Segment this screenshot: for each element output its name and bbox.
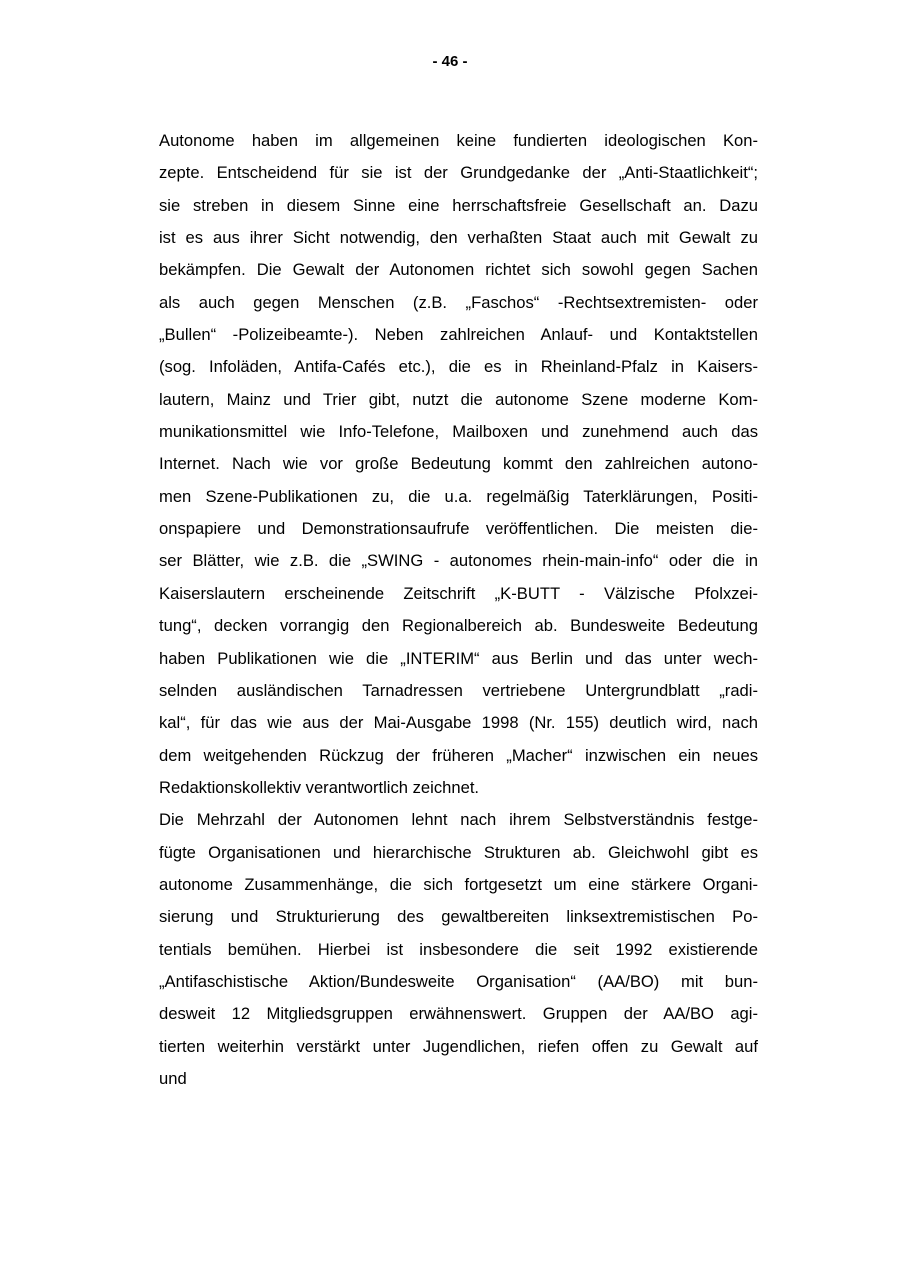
text-line: „Bullen“ -Polizeibeamte-). Neben zahlreichen Anlauf- und Kontaktstellen <box>159 325 758 345</box>
text-line: Internet. Nach wie vor große Bedeutung kommt den zahlreichen autono- <box>159 454 758 474</box>
text-line: sie streben in diesem Sinne eine herrschaftsfreie Gesellschaft an. Dazu <box>159 195 758 215</box>
text-line: desweit 12 Mitgliedsgruppen erwähnenswert. Gruppen der AA/BO agi- <box>159 1004 758 1024</box>
text-line: ist es aus ihrer Sicht notwendig, den verhaßten Staat auch mit Gewalt zu <box>159 228 758 248</box>
text-line: als auch gegen Menschen (z.B. „Faschos“ -Rechtsextremisten- oder <box>159 292 758 312</box>
text-line: Autonome haben im allgemeinen keine fundierten ideologischen Kon- <box>159 131 758 150</box>
text-line: Kaiserslautern erscheinende Zeitschrift „K-BUTT - Välzische Pfolxzei- <box>159 583 758 603</box>
text-line: munikationsmittel wie Info-Telefone, Mailboxen und zunehmend auch das <box>159 422 758 442</box>
text-line: autonome Zusammenhänge, die sich fortgesetzt um eine stärkere Organi- <box>159 874 758 894</box>
text-line: tierten weiterhin verstärkt unter Jugendlichen, riefen offen zu Gewalt auf <box>159 1036 758 1056</box>
page-number: - 46 - <box>432 53 468 70</box>
paragraph-autonome-organisation <box>159 804 758 1095</box>
text-line: ser Blätter, wie z.B. die „SWING - autonomes rhein-main-info“ oder die in <box>159 551 758 571</box>
text-line: und <box>159 1068 187 1088</box>
text-line: bekämpfen. Die Gewalt der Autonomen richtet sich sowohl gegen Sachen <box>159 260 758 280</box>
text-line: onspapiere und Demonstrationsaufrufe veröffentlichen. Die meisten die- <box>159 519 758 539</box>
text-line: tung“, decken vorrangig den Regionalbereich ab. Bundesweite Bedeutung <box>159 616 758 636</box>
text-line: zepte. Entscheidend für sie ist der Grundgedanke der „Anti-Staatlichkeit“; <box>159 163 758 183</box>
text-line: „Antifaschistische Aktion/Bundesweite Organisation“ (AA/BO) mit bun- <box>159 971 758 991</box>
text-line: tentials bemühen. Hierbei ist insbesondere die seit 1992 existierende <box>159 939 758 959</box>
text-line: Redaktionskollektiv verantwortlich zeichnet. <box>159 777 480 797</box>
text-line: (sog. Infoläden, Antifa-Cafés etc.), die es in Rheinland-Pfalz in Kaisers- <box>159 357 758 377</box>
text-line: men Szene-Publikationen zu, die u.a. regelmäßig Taterklärungen, Positi- <box>159 486 758 506</box>
text-line: sierung und Strukturierung des gewaltbereiten linksextremistischen Po- <box>159 907 758 927</box>
paragraph-autonome-ideology <box>159 125 758 804</box>
body-text <box>159 125 758 1095</box>
text-line: haben Publikationen wie die „INTERIM“ aus Berlin und das unter wech- <box>159 648 758 668</box>
text-line: dem weitgehenden Rückzug der früheren „Macher“ inzwischen ein neues <box>159 745 758 765</box>
text-line: kal“, für das wie aus der Mai-Ausgabe 1998 (Nr. 155) deutlich wird, nach <box>159 713 758 733</box>
text-line: lautern, Mainz und Trier gibt, nutzt die autonome Szene moderne Kom- <box>159 389 758 409</box>
text-line: fügte Organisationen und hierarchische Strukturen ab. Gleichwohl gibt es <box>159 842 758 862</box>
text-line: Die Mehrzahl der Autonomen lehnt nach ihrem Selbstverständnis festge- <box>159 810 758 830</box>
text-line: selnden ausländischen Tarnadressen vertriebene Untergrundblatt „radi- <box>159 680 758 700</box>
